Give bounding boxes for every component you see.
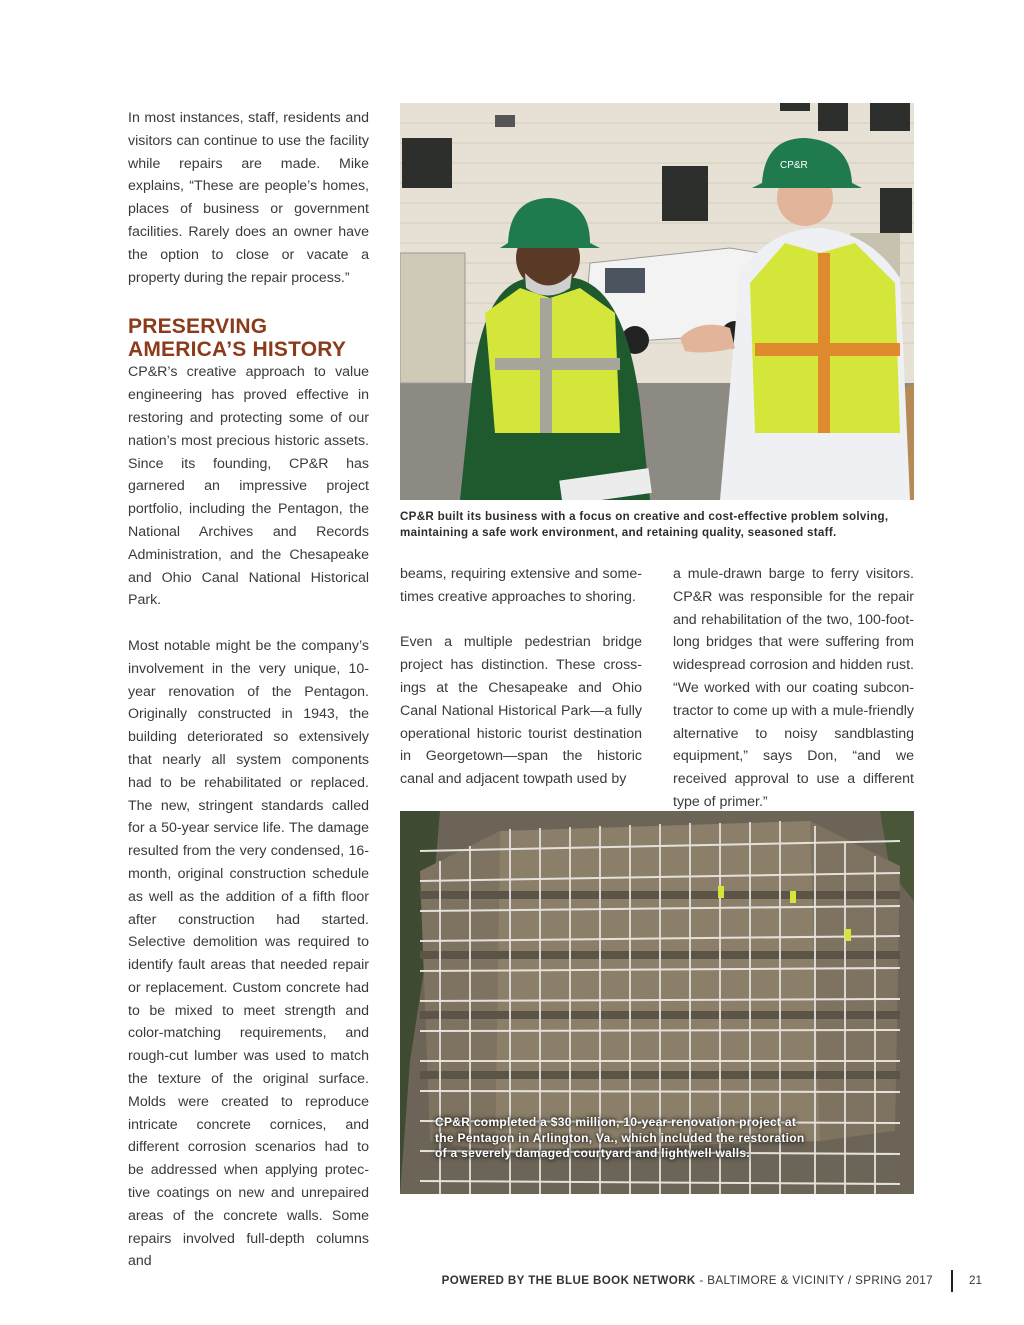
- page-number: 21: [969, 1274, 982, 1287]
- footer-edition: - BALTIMORE & VICINITY / SPRING 2017: [695, 1274, 933, 1287]
- footer-divider: [951, 1270, 953, 1292]
- intro-paragraph: In most instances, staff, residents and visitors can continue to use the facility while repairs are made. Mike explains, “These are people’s homes, places of business or government facilities. Rarely does an owner have the option to close or vacate a property during the repair process.”: [128, 110, 369, 286]
- footer-brand: POWERED BY THE BLUE BOOK NETWORK: [441, 1274, 696, 1287]
- right-column: [673, 563, 914, 814]
- beams-paragraph: beams, requiring extensive and sometimes creative approaches to shoring.: [400, 566, 642, 605]
- section-heading: PRESERVING AMERICA’S HISTORY: [128, 315, 347, 362]
- pentagon-paragraph: Most notable might be the company’s involvement in the very unique, 10-year renovation of the Pentagon. Originally constructed in 1943, the building deteriorated so extensively that nearly all system components had to be rehabilitated or replaced. The new, stringent standards called for a 50-year service life. The damage resulted from the very condensed, 16-month, original construction schedule as well as the addition of a fifth floor after construction had started. Selective demolition was required to identify fault areas that needed repair or replacement. Custom concrete had to be mixed to meet strength and color-matching requirements, and rough-cut lumber was used to match the texture of the original surface. Molds were created to reproduce intricate concrete cornices, and different corrosion scenarios had to be addressed when applying protective coatings on new and unrepaired areas of the concrete walls. Some repairs involved full-depth columns and: [128, 637, 369, 1270]
- workers-illustration: [400, 103, 914, 500]
- bottom-photo-caption: CP&R completed a $30 million, 10-year renovation project at the Pentagon in Arlington, Va., which included the restoration of a severely damaged courtyard and lightwell walls.: [435, 1115, 805, 1161]
- footer: [442, 1274, 933, 1287]
- middle-column: [400, 563, 642, 791]
- workers-photo: [400, 103, 914, 500]
- helmet-logo: CP&R: [780, 160, 808, 171]
- barge-paragraph: a mule-drawn barge to ferry visitors. CP&R was responsible for the repair and rehabilitation of the two, 100-foot-long bridges that were suffering from widespread corrosion and hidden rust. “We worked with our coating subcontractor to come up with a mule-friendly alternative to noisy sandblasting equipment,” says Don, “and we received approval to use a different type of primer.”: [673, 566, 914, 810]
- bridge-paragraph: Even a multiple pedestrian bridge project has distinction. These crossings at the Chesapeake and Ohio Canal National Historical Park—a fully operational historic tourist destination in Georgetown—span the historic canal and adjacent towpath used by: [400, 634, 642, 788]
- top-photo-caption: CP&R built its business with a focus on creative and cost-effective problem solving, maintaining a safe work environment, and retaining quality, seasoned staff.: [400, 510, 889, 539]
- left-column: [128, 107, 369, 1273]
- history-paragraph: CP&R’s creative approach to value engineering has proved effective in restoring and protecting some of our nation’s most precious historic assets. Since its founding, CP&R has garnered an impressive project portfolio, including the Pentagon, the National Archives and Records Administration, and the Chesapeake and Ohio Canal National Historical Park.: [128, 364, 369, 609]
